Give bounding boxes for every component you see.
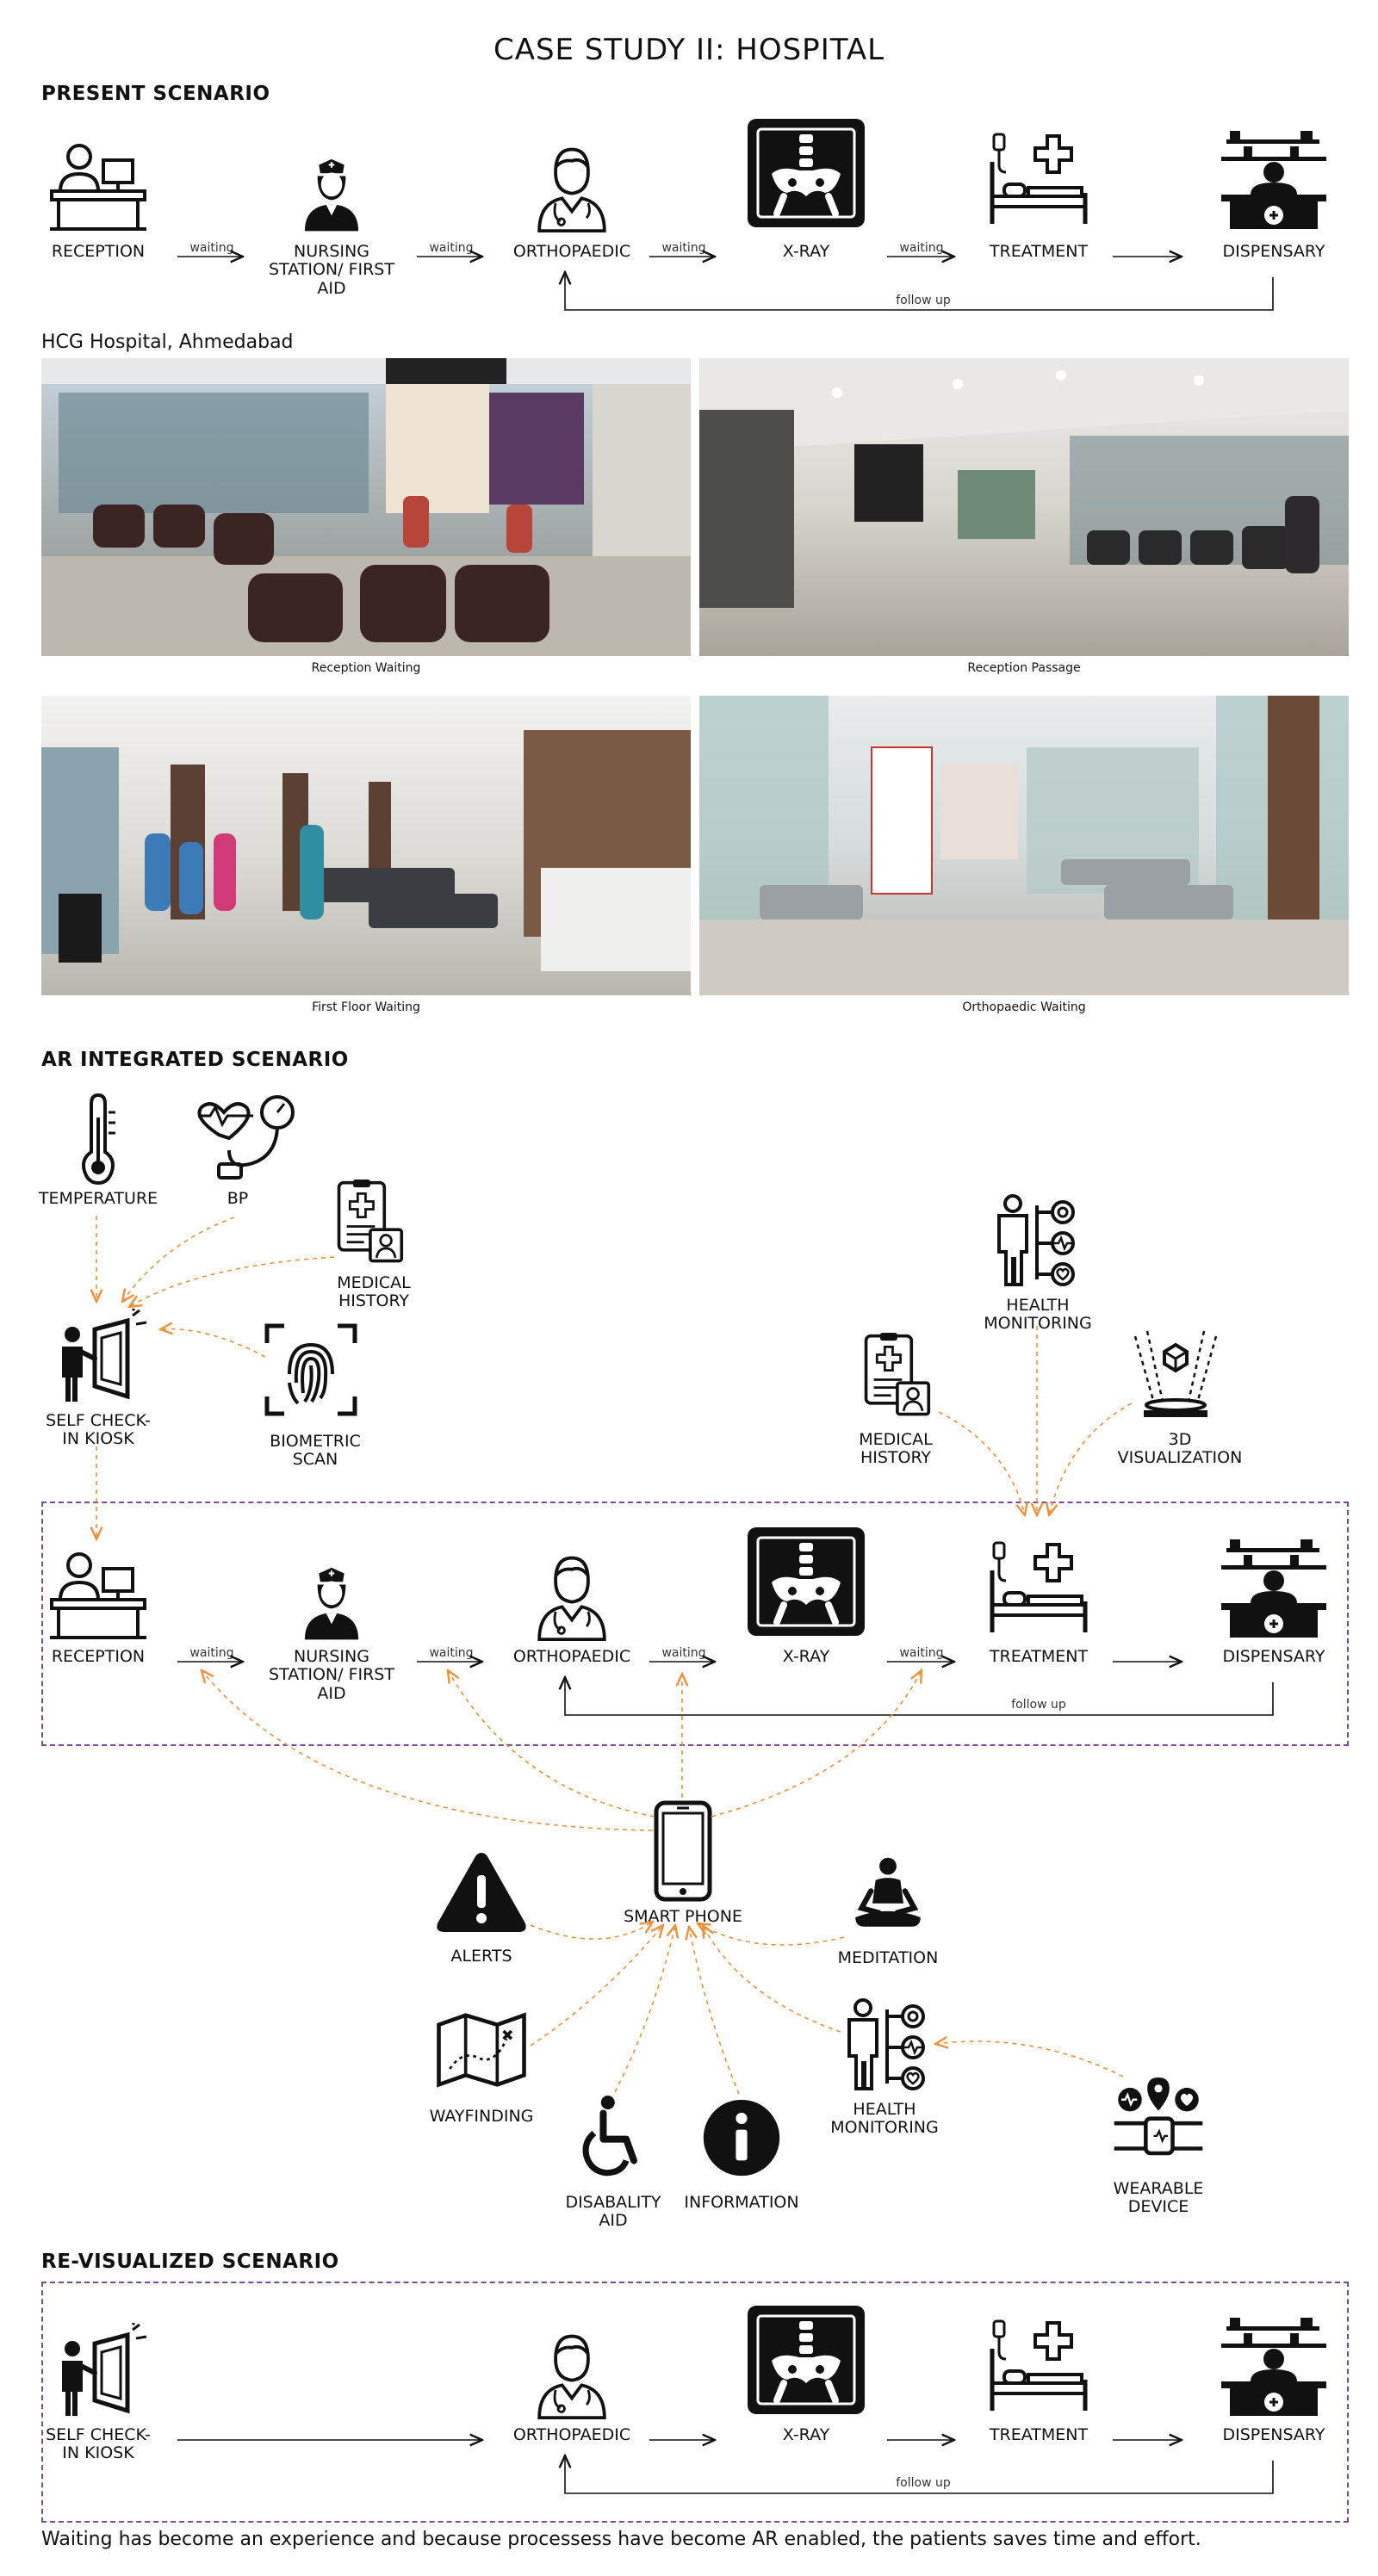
label-reception: RECEPTION bbox=[51, 1647, 146, 1666]
waiting-label: waiting bbox=[899, 241, 944, 255]
section-title-present: PRESENT SCENARIO bbox=[41, 83, 270, 105]
label-medical-history: MEDICAL HISTORY bbox=[337, 1273, 411, 1311]
label-alerts: ALERTS bbox=[450, 1947, 512, 1966]
label-bp: BP bbox=[227, 1189, 249, 1208]
label-information: INFORMATION bbox=[684, 2193, 799, 2212]
label-medical-history: MEDICAL HISTORY bbox=[859, 1430, 933, 1468]
page-title: CASE STUDY II: HOSPITAL bbox=[493, 33, 885, 67]
label-health-monitoring: HEALTH MONITORING bbox=[984, 1296, 1092, 1334]
label-meditation: MEDITATION bbox=[837, 1948, 939, 1967]
photo-caption: First Floor Waiting bbox=[312, 1000, 420, 1014]
label-dispensary: DISPENSARY bbox=[1222, 242, 1325, 261]
label-orthopaedic: ORTHOPAEDIC bbox=[512, 2425, 631, 2444]
label-dispensary: DISPENSARY bbox=[1222, 2425, 1325, 2444]
label-orthopaedic: ORTHOPAEDIC bbox=[512, 1647, 631, 1666]
label-disability-aid: DISABALITY AID bbox=[565, 2193, 661, 2231]
waiting-label: waiting bbox=[899, 1646, 944, 1660]
label-xray: X-RAY bbox=[782, 242, 830, 261]
label-kiosk: SELF CHECK- IN KIOSK bbox=[46, 1411, 151, 1449]
label-temperature: TEMPERATURE bbox=[38, 1189, 158, 1208]
follow-up-label: follow up bbox=[896, 2476, 951, 2490]
label-wearable-device: WEARABLE DEVICE bbox=[1113, 2179, 1204, 2217]
waiting-label: waiting bbox=[429, 1646, 474, 1660]
label-smartphone: SMART PHONE bbox=[624, 1907, 742, 1926]
footer-note: Waiting has become an experience and because processess have become AR enabled, the patients saves time and effort. bbox=[41, 2529, 1201, 2550]
label-dispensary: DISPENSARY bbox=[1222, 1647, 1325, 1666]
label-nursing: NURSING STATION/ FIRST AID bbox=[269, 1647, 394, 1703]
label-kiosk: SELF CHECK- IN KIOSK bbox=[46, 2425, 151, 2463]
label-treatment: TREATMENT bbox=[989, 242, 1089, 261]
label-reception: RECEPTION bbox=[51, 242, 146, 261]
waiting-label: waiting bbox=[429, 241, 474, 255]
label-treatment: TREATMENT bbox=[989, 1647, 1089, 1666]
label-3d-visualization: 3D VISUALIZATION bbox=[1117, 1430, 1243, 1468]
waiting-label: waiting bbox=[189, 241, 234, 255]
label-xray: X-RAY bbox=[782, 2425, 830, 2444]
photo-caption: Reception Waiting bbox=[311, 661, 421, 675]
label-orthopaedic: ORTHOPAEDIC bbox=[512, 242, 631, 261]
label-xray: X-RAY bbox=[782, 1647, 830, 1666]
waiting-label: waiting bbox=[189, 1646, 234, 1660]
label-wayfinding: WAYFINDING bbox=[429, 2107, 534, 2126]
section-title-revisualized: RE-VISUALIZED SCENARIO bbox=[41, 2251, 339, 2273]
follow-up-label: follow up bbox=[1011, 1698, 1066, 1712]
section-title-ar: AR INTEGRATED SCENARIO bbox=[41, 1049, 349, 1071]
waiting-label: waiting bbox=[661, 241, 706, 255]
label-nursing: NURSING STATION/ FIRST AID bbox=[269, 242, 394, 298]
label-treatment: TREATMENT bbox=[989, 2425, 1089, 2444]
label-biometric: BIOMETRIC SCAN bbox=[270, 1432, 361, 1470]
label-health-monitoring: HEALTH MONITORING bbox=[830, 2100, 939, 2138]
waiting-label: waiting bbox=[661, 1646, 706, 1660]
follow-up-label: follow up bbox=[896, 294, 951, 307]
photo-caption: Reception Passage bbox=[967, 661, 1081, 675]
photo-caption: Orthopaedic Waiting bbox=[962, 1000, 1086, 1014]
hospital-name: HCG Hospital, Ahmedabad bbox=[41, 331, 294, 353]
